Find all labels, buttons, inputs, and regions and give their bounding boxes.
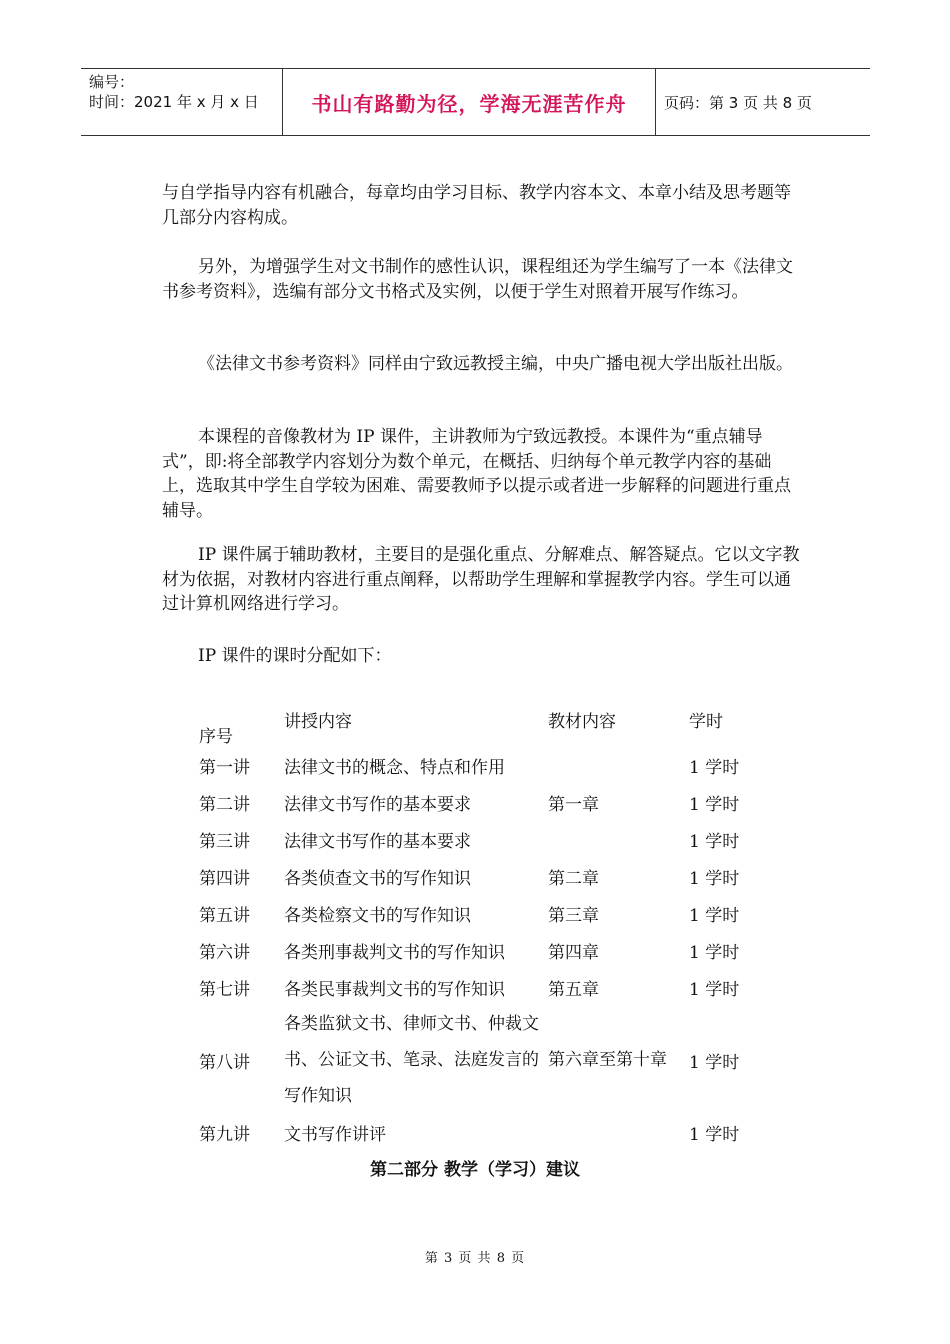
row-hours: 1 学时 — [689, 869, 740, 889]
paragraph-text: 本课程的音像教材为 IP 课件，主讲教师为宁致远教授。本课件为“重点辅导式”，即:将全部教学内容划分为数个单元，在概括、归纳每个单元教学内容的基础上，选取其中学生自学较为困难、需要教师予以提示或者进一步解释的问题进行重点辅导。 — [162, 427, 791, 521]
row-hours: 1 学时 — [689, 758, 740, 778]
table-row — [199, 821, 779, 858]
row-number: 第三讲 — [199, 832, 250, 852]
paragraph-text: IP 课件的课时分配如下： — [198, 646, 392, 666]
table-row — [199, 969, 779, 1006]
row-number: 第二讲 — [199, 795, 250, 815]
table-row — [199, 784, 779, 821]
row-hours: 1 学时 — [689, 906, 740, 926]
paragraph-text: 另外，为增强学生对文书制作的感性认识，课程组还为学生编写了一本《法律文书参考资料》，选编有部分文书格式及实例，以便于学生对照着开展写作练习。 — [162, 257, 793, 302]
header-cell-hours: 学时 — [689, 712, 723, 732]
row-number: 第一讲 — [199, 758, 250, 778]
row-hours: 1 学时 — [689, 980, 740, 1000]
row-textbook: 第一章 — [548, 795, 599, 815]
row-hours: 1 学时 — [689, 1052, 740, 1073]
row-textbook: 第二章 — [548, 869, 599, 889]
table-row — [199, 747, 779, 784]
paragraph-text: 《法律文书参考资料》同样由宁致远教授主编，中央广播电视大学出版社出版。 — [198, 354, 793, 374]
paragraph-text: 与自学指导内容有机融合，每章均由学习目标、教学内容本文、本章小结及思考题等几部分内容构成。 — [162, 183, 791, 228]
row-content: 法律文书写作的基本要求 — [284, 832, 471, 852]
row-content: 法律文书写作的基本要求 — [284, 795, 471, 815]
header-cell-content: 讲授内容 — [284, 712, 352, 732]
row-hours: 1 学时 — [689, 795, 740, 815]
row-number: 第七讲 — [199, 980, 250, 1000]
document-number-label: 编号： — [89, 73, 135, 91]
header-left-cell — [81, 69, 282, 135]
header-motto: 书山有路勤为径，学海无涯苦作舟 — [282, 69, 656, 135]
row-textbook — [548, 747, 689, 784]
row-textbook — [548, 821, 689, 858]
page-header — [81, 68, 870, 136]
row-content: 各类侦查文书的写作知识 — [284, 869, 471, 889]
row-number: 第五讲 — [199, 906, 250, 926]
paragraph-1 — [162, 181, 802, 230]
row-textbook: 第三章 — [548, 906, 599, 926]
row-content: 文书写作讲评 — [284, 1125, 386, 1145]
page-footer: 第 3 页 共 8 页 — [424, 1251, 526, 1266]
table-row — [199, 858, 779, 895]
header-cell-textbook: 教材内容 — [548, 712, 616, 732]
row-number: 第四讲 — [199, 869, 250, 889]
paragraph-5 — [162, 543, 802, 617]
row-textbook — [548, 1114, 689, 1151]
section-title: 第二部分 教学（学习）建议 — [370, 1160, 580, 1180]
table-row — [199, 1006, 779, 1114]
row-content: 各类检察文书的写作知识 — [284, 906, 471, 926]
row-textbook: 第六章至第十章 — [548, 1050, 667, 1070]
row-hours: 1 学时 — [689, 832, 740, 852]
row-hours: 1 学时 — [689, 943, 740, 963]
row-number: 第八讲 — [199, 1052, 250, 1073]
table-row — [199, 932, 779, 969]
row-hours: 1 学时 — [689, 1125, 740, 1145]
header-cell-number: 序号 — [199, 727, 233, 747]
header-page-label: 页码：第 3 页 共 8 页 — [664, 93, 812, 112]
row-content: 法律文书的概念、特点和作用 — [284, 758, 505, 778]
row-content: 各类民事裁判文书的写作知识 — [284, 980, 505, 1000]
row-number: 第九讲 — [199, 1125, 250, 1145]
document-time-label: 时间：2021 年 x 月 x 日 — [89, 93, 259, 111]
paragraph-3 — [162, 352, 802, 377]
lecture-schedule-table — [199, 705, 779, 1151]
paragraph-4 — [162, 425, 802, 523]
row-textbook: 第五章 — [548, 980, 599, 1000]
paragraph-text: IP 课件属于辅助教材，主要目的是强化重点、分解难点、解答疑点。它以文字教材为依据，对教材内容进行重点阐释，以帮助学生理解和掌握教学内容。学生可以通过计算机网络进行学习。 — [162, 545, 800, 614]
table-header-row — [199, 705, 779, 747]
table-row — [199, 895, 779, 932]
paragraph-2 — [162, 255, 802, 304]
paragraph-6 — [162, 644, 802, 669]
row-content: 各类监狱文书、律师文书、仲裁文书、公证文书、笔录、法庭发言的写作知识 — [284, 1014, 539, 1106]
row-content: 各类刑事裁判文书的写作知识 — [284, 943, 505, 963]
row-textbook: 第四章 — [548, 943, 599, 963]
row-number: 第六讲 — [199, 943, 250, 963]
table-row — [199, 1114, 779, 1151]
